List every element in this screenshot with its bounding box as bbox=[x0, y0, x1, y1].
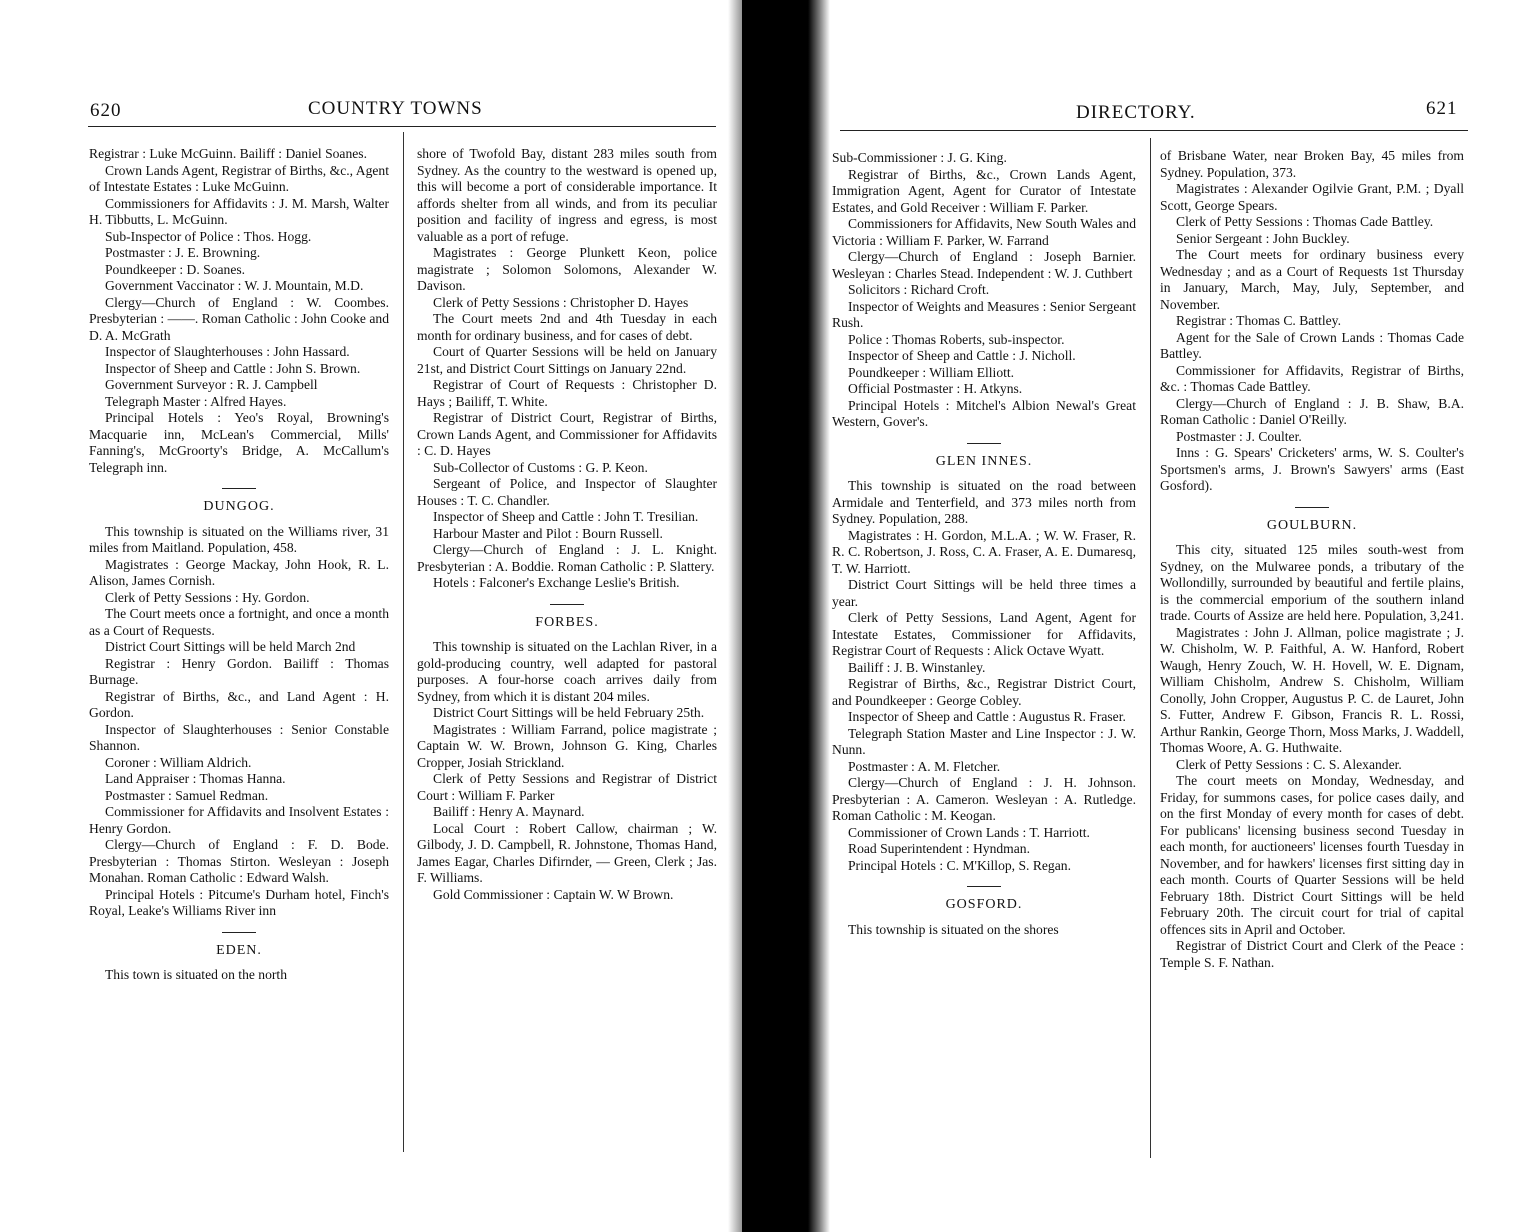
directory-entry: Magistrates : William Farrand, police magistrate ; Captain W. W. Brown, Johnson G. King, Charles Cropper, Josiah Strickland. bbox=[417, 721, 717, 770]
left-column-2 bbox=[417, 146, 717, 903]
directory-entry: The court meets on Monday, Wednesday, and Friday, for summons cases, for police cases daily, and on the first Monday of every month for cases of debt. For publicans' licensing business second Tuesday in each month, for auctioneers' licenses fourth Tuesday in November, and for hawkers' licenses first sitting day in each month. Courts of Quarter Sessions will be held February 18th. District Court Sittings will be held February 20th. The circuit court for trial of capital offences sits in April and October. bbox=[1160, 773, 1464, 937]
directory-entry: Sergeant of Police, and Inspector of Slaughter Houses : T. C. Chandler. bbox=[417, 476, 717, 508]
directory-entry: Gold Commissioner : Captain W. W Brown. bbox=[433, 886, 674, 902]
directory-entry: Government Vaccinator : W. J. Mountain, M.D. bbox=[105, 278, 364, 293]
directory-entry: Court of Quarter Sessions will be held on January 21st, and District Court Sittings on January 22nd. bbox=[417, 344, 717, 376]
directory-entry: Inspector of Slaughterhouses : John Hassard. bbox=[105, 344, 350, 359]
directory-entry: Magistrates : George Mackay, John Hook, R. L. Alison, James Cornish. bbox=[89, 556, 389, 588]
right-column-divider bbox=[1150, 138, 1151, 1158]
directory-entry: Police : Thomas Roberts, sub-inspector. bbox=[848, 331, 1065, 347]
directory-entry: Clerk of Petty Sessions : Thomas Cade Battley. bbox=[1176, 214, 1434, 229]
directory-entry: Magistrates : John J. Allman, police magistrate ; J. W. Chisholm, W. P. Faithful, A. W. Hanford, Robert Waugh, Henry Zouch, W. H. Hovell, W. E. Dignam, William Chisholm, Andrew S. Chisholm, William Conolly, John Cropper, Augustus P. C. de Lauret, John S. Futter, Andrew F. Gibson, Francis R. L. Rossi, Arthur Rankin, George Thorn, Moss Marks, J. Waddell, Thomas Woore, A. G. Huthwaite. bbox=[1160, 624, 1464, 755]
directory-entry: Principal Hotels : Yeo's Royal, Browning's Macquarie inn, McLean's Commercial, Mills' Fanning's, McGroorty's Bridge, A. McCallum's Telegraph inn. bbox=[89, 410, 389, 475]
directory-entry: Clergy—Church of England : J. L. Knight. Presbyterian : A. Boddie. Roman Catholic : P. Slattery. bbox=[417, 542, 717, 574]
directory-entry: Government Surveyor : R. J. Campbell bbox=[105, 377, 318, 392]
directory-entry: Registrar of Births, &c., and Land Agent : H. Gordon. bbox=[89, 688, 389, 720]
directory-entry: Principal Hotels : Pitcume's Durham hotel, Finch's Royal, Leake's Williams River inn bbox=[89, 886, 389, 918]
section-separator bbox=[967, 886, 1001, 887]
directory-entry: Coroner : William Aldrich. bbox=[105, 754, 252, 770]
directory-entry: Registrar of Court of Requests : Christopher D. Hays ; Bailiff, T. White. bbox=[417, 377, 717, 409]
directory-entry: Clergy—Church of England : J. H. Johnson. Presbyterian : A. Cameron. Wesleyan : A. Rutledge. Roman Catholic : M. Keogan. bbox=[832, 775, 1136, 823]
directory-entry: Hotels : Falconer's Exchange Leslie's British. bbox=[433, 575, 680, 590]
directory-entry: This town is situated on the north bbox=[105, 967, 287, 982]
directory-entry: Crown Lands Agent, Registrar of Births, &c., Agent of Intestate Estates : Luke McGuinn. bbox=[89, 162, 389, 194]
right-column-2 bbox=[1160, 148, 1464, 971]
directory-entry: Registrar : Henry Gordon. Bailiff : Thomas Burnage. bbox=[89, 655, 389, 687]
directory-entry: Registrar of District Court and Clerk of the Peace : Temple S. F. Nathan. bbox=[1160, 938, 1464, 970]
town-heading: EDEN. bbox=[216, 942, 262, 958]
directory-entry: Clergy—Church of England : F. D. Bode. Presbyterian : Thomas Stirton. Wesleyan : Joseph Monahan. Roman Catholic : Edward Walsh. bbox=[89, 837, 389, 885]
book-gutter bbox=[742, 0, 818, 1232]
directory-entry: Magistrates : H. Gordon, M.L.A. ; W. W. Fraser, R. R. C. Robertson, J. Ross, C. A. Fraser, A. E. Dumaresq, T. W. Harriott. bbox=[832, 527, 1136, 576]
directory-entry: Registrar : Luke McGuinn. Bailiff : Daniel Soanes. bbox=[89, 146, 367, 161]
directory-entry: Senior Sergeant : John Buckley. bbox=[1176, 230, 1350, 246]
directory-entry: Sub-Inspector of Police : Thos. Hogg. bbox=[105, 228, 312, 244]
directory-entry: Magistrates : Alexander Ogilvie Grant, P.M. ; Dyall Scott, George Spears. bbox=[1160, 181, 1464, 213]
directory-entry: District Court Sittings will be held three times a year. bbox=[832, 577, 1136, 609]
directory-entry: Commissioner of Crown Lands : T. Harriott. bbox=[848, 824, 1090, 840]
right-page-header bbox=[818, 96, 1531, 124]
directory-entry: Clerk of Petty Sessions : Hy. Gordon. bbox=[105, 589, 310, 605]
directory-entry: Postmaster : Samuel Redman. bbox=[105, 787, 269, 803]
directory-entry: Clerk of Petty Sessions : C. S. Alexander. bbox=[1176, 756, 1402, 772]
section-separator bbox=[222, 932, 256, 933]
directory-entry: Clergy—Church of England : Joseph Barnier. Wesleyan : Charles Stead. Independent : W. J. Cuthbert bbox=[832, 249, 1136, 281]
directory-entry: Principal Hotels : C. M'Killop, S. Regan. bbox=[848, 857, 1071, 873]
directory-entry: Telegraph Master : Alfred Hayes. bbox=[105, 393, 287, 409]
directory-entry: shore of Twofold Bay, distant 283 miles south from Sydney. As the country to the westward is opened up, this will become a port of considerable importance. It affords shelter from all winds, and from its peculiar position and facility of ingress and egress, is most valuable as a port of refuge. bbox=[417, 146, 717, 244]
directory-entry: Commissioners for Affidavits : J. M. Marsh, Walter H. Tibbutts, L. McGuinn. bbox=[89, 195, 389, 227]
directory-entry: Sub-Collector of Customs : G. P. Keon. bbox=[433, 459, 648, 475]
left-column-1 bbox=[89, 146, 389, 984]
directory-entry: This township is situated on the Lachlan River, in a gold-producing country, well adapted for pastoral purposes. A four-horse coach arrives daily from Sydney, from which it is distant 204 miles. bbox=[417, 639, 717, 704]
directory-entry: Registrar of Births, &c., Registrar District Court, and Poundkeeper : George Cobley. bbox=[832, 676, 1136, 708]
directory-entry: Clerk of Petty Sessions, Land Agent, Agent for Intestate Estates, Commissioner for Affidavits, Registrar Court of Requests : Alick Octave Wyatt. bbox=[832, 610, 1136, 658]
section-separator bbox=[550, 604, 584, 605]
section-separator bbox=[1295, 507, 1329, 508]
right-page-number: 621 bbox=[1426, 98, 1458, 119]
directory-entry: Postmaster : J. E. Browning. bbox=[105, 245, 261, 260]
directory-entry: Sub-Commissioner : J. G. King. bbox=[832, 150, 1007, 165]
directory-entry: Inspector of Sheep and Cattle : Augustus R. Fraser. bbox=[848, 709, 1126, 724]
directory-entry: Official Postmaster : H. Atkyns. bbox=[848, 381, 1023, 396]
directory-entry: Poundkeeper : William Elliott. bbox=[848, 364, 1015, 380]
directory-entry: The Court meets once a fortnight, and once a month as a Court of Requests. bbox=[89, 606, 389, 638]
directory-entry: District Court Sittings will be held March 2nd bbox=[105, 639, 356, 654]
directory-entry: The Court meets 2nd and 4th Tuesday in each month for ordinary business, and for cases of debt. bbox=[417, 311, 717, 343]
left-running-head: COUNTRY TOWNS bbox=[308, 98, 483, 119]
directory-entry: Registrar : Thomas C. Battley. bbox=[1176, 313, 1341, 328]
directory-entry: Registrar of District Court, Registrar of Births, Crown Lands Agent, and Commissioner for Affidavits : C. D. Hayes bbox=[417, 410, 717, 458]
directory-entry: of Brisbane Water, near Broken Bay, 45 miles from Sydney. Population, 373. bbox=[1160, 148, 1464, 180]
left-page bbox=[0, 0, 742, 1232]
directory-entry: Bailiff : Henry A. Maynard. bbox=[433, 804, 585, 819]
town-heading: FORBES. bbox=[535, 614, 599, 630]
directory-entry: Principal Hotels : Mitchel's Albion Newal's Great Western, Gover's. bbox=[832, 397, 1136, 429]
directory-entry: This township is situated on the Williams river, 31 miles from Maitland. Population, 458. bbox=[89, 523, 389, 555]
directory-entry: Inspector of Sheep and Cattle : J. Nicholl. bbox=[848, 348, 1076, 363]
directory-entry: Clergy—Church of England : J. B. Shaw, B.A. Roman Catholic : Daniel O'Reilly. bbox=[1160, 395, 1464, 427]
directory-entry: Road Superintendent : Hyndman. bbox=[848, 841, 1030, 856]
directory-entry: District Court Sittings will be held February 25th. bbox=[433, 705, 705, 720]
section-separator bbox=[967, 443, 1001, 444]
directory-entry: Inspector of Weights and Measures : Senior Sergeant Rush. bbox=[832, 298, 1136, 330]
left-page-header bbox=[0, 96, 742, 124]
directory-entry: Commissioners for Affidavits, New South Wales and Victoria : William F. Parker, W. Farrand bbox=[832, 216, 1137, 248]
directory-entry: Postmaster : J. Coulter. bbox=[1176, 428, 1302, 444]
directory-entry: Clerk of Petty Sessions : Christopher D. Hayes bbox=[433, 294, 689, 310]
directory-entry: Clergy—Church of England : W. Coombes. Presbyterian : ——. Roman Catholic : John Cooke and D. A. McGrath bbox=[89, 294, 389, 343]
directory-entry: Clerk of Petty Sessions and Registrar of District Court : William F. Parker bbox=[417, 771, 717, 803]
directory-entry: Inspector of Sheep and Cattle : John S. Brown. bbox=[105, 360, 361, 376]
directory-entry: Telegraph Station Master and Line Inspector : J. W. Nunn. bbox=[832, 725, 1136, 757]
right-column-1 bbox=[832, 150, 1136, 938]
town-heading: GOSFORD. bbox=[945, 897, 1023, 912]
left-page-number: 620 bbox=[90, 100, 122, 121]
directory-entry: Inspector of Slaughterhouses : Senior Constable Shannon. bbox=[89, 721, 389, 753]
right-running-head: DIRECTORY. bbox=[1076, 102, 1196, 123]
directory-entry: Land Appraiser : Thomas Hanna. bbox=[105, 771, 286, 786]
directory-entry: Magistrates : George Plunkett Keon, police magistrate ; Solomon Solomons, Alexander W. Davison. bbox=[417, 245, 717, 293]
directory-entry: Commissioner for Affidavits, Registrar of Births, &c. : Thomas Cade Battley. bbox=[1160, 362, 1464, 394]
directory-entry: Bailiff : J. B. Winstanley. bbox=[848, 659, 986, 675]
directory-entry: The Court meets for ordinary business every Wednesday ; and as a Court of Requests 1st Thursday in January, March, May, July, September, and November. bbox=[1160, 247, 1464, 312]
directory-entry: This township is situated on the road between Armidale and Tenterfield, and 373 miles north from Sydney. Population, 288. bbox=[832, 478, 1136, 526]
town-heading: GOULBURN. bbox=[1266, 517, 1358, 533]
directory-entry: Registrar of Births, &c., Crown Lands Agent, Immigration Agent, Agent for Curator of Intestate Estates, and Gold Receiver : William F. Parker. bbox=[832, 166, 1136, 215]
section-separator bbox=[222, 488, 256, 489]
directory-entry: Local Court : Robert Callow, chairman ; W. Gilbody, J. D. Campbell, R. Johnstone, Thomas Hand, James Eagar, Charles Difirnder, — Green, Clerk ; Jas. F. Williams. bbox=[417, 820, 717, 885]
directory-entry: Solicitors : Richard Croft. bbox=[848, 282, 990, 297]
directory-entry: Poundkeeper : D. Soanes. bbox=[105, 261, 246, 277]
directory-entry: Commissioner for Affidavits and Insolvent Estates : Henry Gordon. bbox=[89, 804, 389, 836]
directory-entry: Harbour Master and Pilot : Bourn Russell. bbox=[433, 525, 663, 541]
directory-entry: This city, situated 125 miles south-west from Sydney, on the Mulwaree ponds, a tributary of the Wollondilly, surrounded by beautiful and fertile plains, is the commercial emporium of the southern inland trade. Courts of Assize are held here. Population, 3,241. bbox=[1160, 542, 1464, 623]
left-header-rule bbox=[88, 126, 716, 127]
directory-entry: This township is situated on the shores bbox=[848, 921, 1059, 937]
left-column-divider bbox=[403, 132, 404, 1152]
town-heading: GLEN INNES. bbox=[935, 453, 1033, 469]
directory-entry: Agent for the Sale of Crown Lands : Thomas Cade Battley. bbox=[1160, 329, 1464, 361]
right-header-rule bbox=[840, 130, 1468, 131]
right-page bbox=[818, 0, 1531, 1232]
directory-entry: Postmaster : A. M. Fletcher. bbox=[848, 758, 1001, 774]
directory-entry: Inspector of Sheep and Cattle : John T. Tresilian. bbox=[433, 509, 699, 524]
town-heading: DUNGOG. bbox=[203, 499, 275, 514]
directory-entry: Inns : G. Spears' Cricketers' arms, W. S. Coulter's Sportsmen's arms, J. Brown's Sawyers' arms (East Gosford). bbox=[1160, 445, 1464, 493]
